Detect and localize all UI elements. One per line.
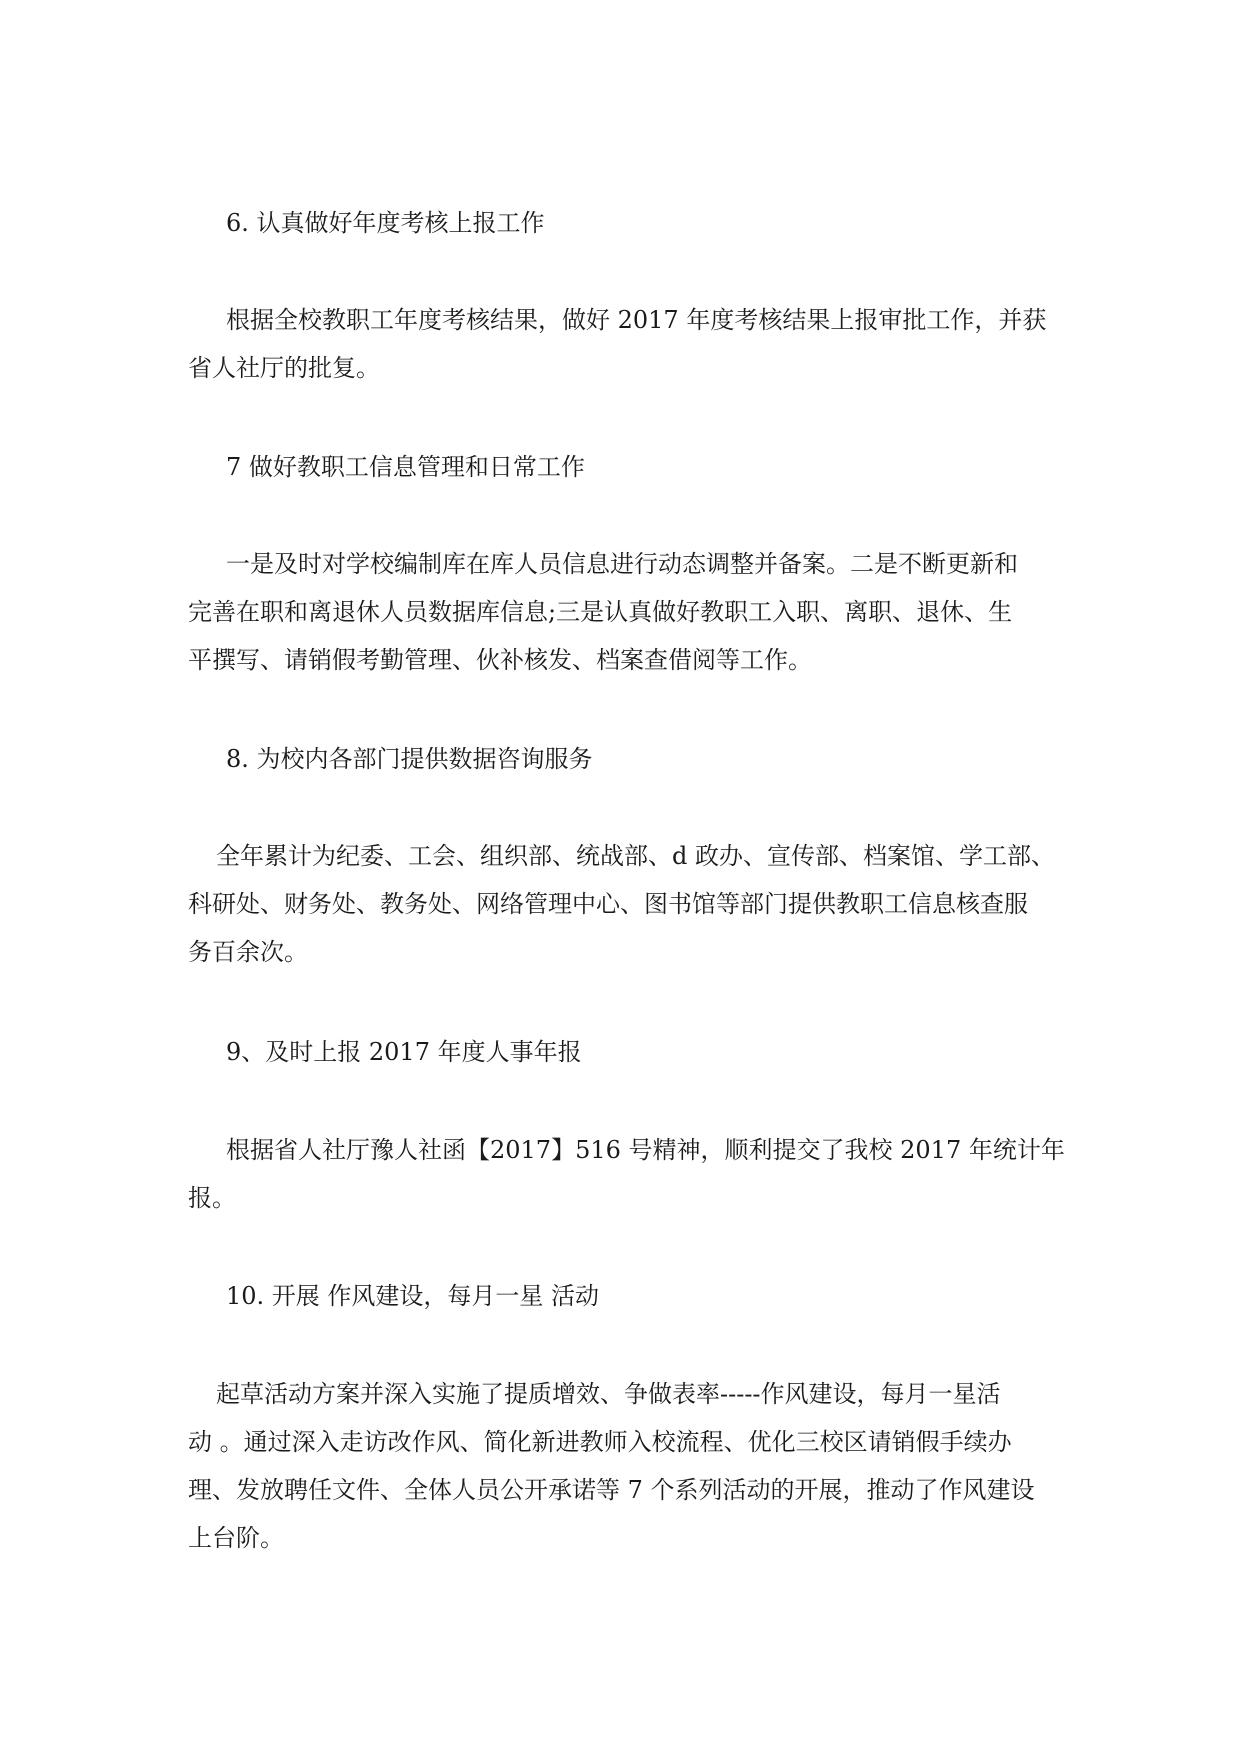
paragraph-line: 一是及时对学校编制库在库人员信息进行动态调整并备案。二是不断更新和 (226, 550, 1018, 578)
paragraph-line: 全年累计为纪委、工会、组织部、统战部、d 政办、宣传部、档案馆、学工部、 (216, 842, 1055, 870)
paragraph-line: 动 。通过深入走访改作风、简化新进教师入校流程、优化三校区请销假手续办 (188, 1428, 1012, 1456)
paragraph-line: 理、发放聘任文件、全体人员公开承诺等 7 个系列活动的开展，推动了作风建设 (188, 1476, 1035, 1504)
paragraph-line: 上台阶。 (188, 1524, 284, 1552)
paragraph-line: 务百余次。 (188, 938, 308, 966)
paragraph-line: 报。 (188, 1184, 236, 1212)
section-paragraph-9 (188, 1126, 1065, 1222)
paragraph-line: 完善在职和离退休人员数据库信息;三是认真做好教职工入职、离职、退休、生 (188, 598, 1013, 626)
section-heading-10: 10. 开展 作风建设，每月一星 活动 (226, 1282, 600, 1310)
paragraph-line: 根据省人社厅豫人社函【2017】516 号精神，顺利提交了我校 2017 年统计年 (226, 1136, 1065, 1164)
paragraph-line: 根据全校教职工年度考核结果，做好 2017 年度考核结果上报审批工作，并获 (226, 306, 1047, 334)
section-paragraph-7 (188, 540, 1052, 684)
section-heading-7: 7 做好教职工信息管理和日常工作 (226, 453, 585, 481)
paragraph-line: 科研处、财务处、教务处、网络管理中心、图书馆等部门提供教职工信息核查服 (188, 890, 1028, 918)
paragraph-line: 起草活动方案并深入实施了提质增效、争做表率-----作风建设，每月一星活 (216, 1380, 1001, 1408)
section-paragraph-8 (188, 832, 1055, 976)
section-heading-6: 6. 认真做好年度考核上报工作 (226, 209, 545, 237)
section-heading-8: 8. 为校内各部门提供数据咨询服务 (226, 745, 593, 773)
section-heading-9: 9、及时上报 2017 年度人事年报 (226, 1038, 582, 1066)
section-paragraph-10 (188, 1370, 1052, 1562)
paragraph-line: 省人社厅的批复。 (188, 354, 380, 382)
section-paragraph-6 (188, 296, 1052, 392)
paragraph-line: 平撰写、请销假考勤管理、伙补核发、档案查借阅等工作。 (188, 646, 812, 674)
